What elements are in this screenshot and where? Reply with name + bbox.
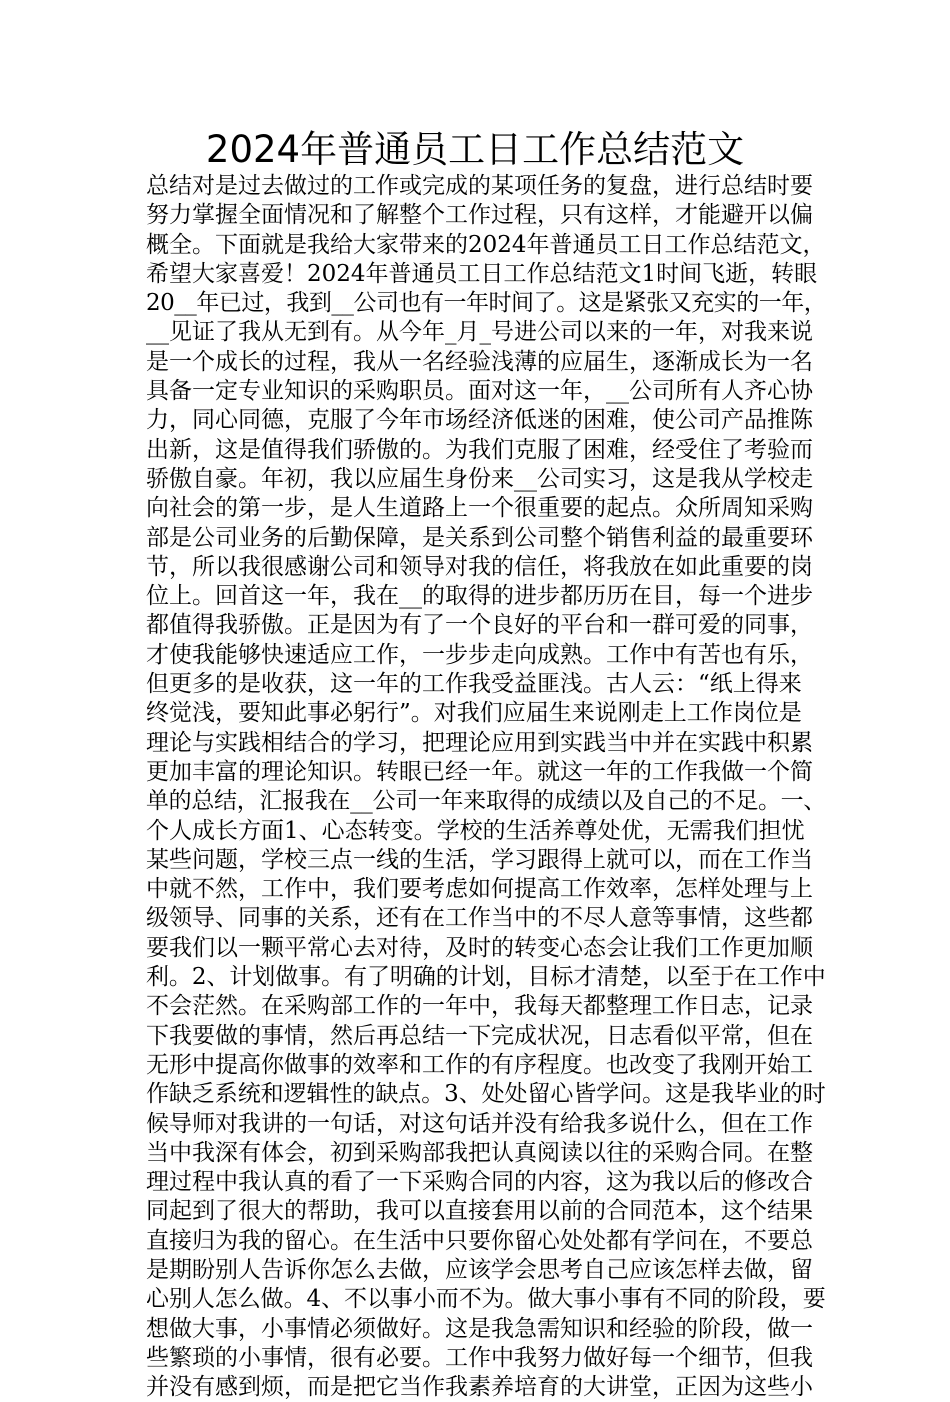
body-text-line: 是期盼别人告诉你怎么去做，应该学会思考自己应该怎样去做，留: [146, 1256, 813, 1283]
body-text-line: 心别人怎么做。4、不以事小而不为。做大事小事有不同的阶段，要: [146, 1286, 826, 1313]
body-text-line: 候导师对我讲的一句话，对这句话并没有给我多说什么，但在工作: [146, 1110, 813, 1137]
body-text-line: 但更多的是收获，这一年的工作我受益匪浅。古人云：“纸上得来: [146, 671, 802, 698]
document-body: [146, 172, 826, 1402]
body-text-line: 单的总结，汇报我在__公司一年来取得的成绩以及自己的不足。一、: [146, 788, 826, 815]
body-text-line: 要我们以一颗平常心去对待，及时的转变心态会让我们工作更加顺: [146, 934, 813, 961]
body-text-line: 作缺乏系统和逻辑性的缺点。3、处处留心皆学问。这是我毕业的时: [146, 1081, 826, 1108]
body-text-line: 利。2、计划做事。有了明确的计划，目标才清楚，以至于在工作中: [146, 964, 826, 991]
body-text-line: __见证了我从无到有。从今年_月_号进公司以来的一年，对我来说: [146, 319, 813, 346]
body-text-line: 理论与实践相结合的学习，把理论应用到实践当中并在实践中积累: [146, 729, 813, 756]
body-text-line: 概全。下面就是我给大家带来的2024年普通员工日工作总结范文，: [146, 231, 826, 258]
body-text-line: 当中我深有体会，初到采购部我把认真阅读以往的采购合同。在整: [146, 1139, 813, 1166]
body-text-line: 理过程中我认真的看了一下采购合同的内容，这为我以后的修改合: [146, 1169, 813, 1196]
body-text-line: 直接归为我的留心。在生活中只要你留心处处都有学问在，不要总: [146, 1227, 813, 1254]
document-title: 2024年普通员工日工作总结范文: [205, 128, 745, 171]
body-text-line: 想做大事，小事情必须做好。这是我急需知识和经验的阶段，做一: [146, 1315, 813, 1342]
body-text-line: 中就不然，工作中，我们要考虑如何提高工作效率，怎样处理与上: [146, 876, 813, 903]
body-text-line: 部是公司业务的后勤保障，是关系到公司整个销售利益的最重要环: [146, 524, 813, 551]
body-text-line: 力，同心同德，克服了今年市场经济低迷的困难，使公司产品推陈: [146, 407, 813, 434]
body-text-line: 是一个成长的过程，我从一名经验浅薄的应届生，逐渐成长为一名: [146, 348, 813, 375]
body-text-line: 级领导、同事的关系，还有在工作当中的不尽人意等事情，这些都: [146, 905, 813, 932]
body-text-line: 希望大家喜爱！2024年普通员工日工作总结范文1时间飞逝，转眼: [146, 260, 818, 287]
body-text-line: 骄傲自豪。年初，我以应届生身份来__公司实习，这是我从学校走: [146, 465, 813, 492]
body-text-line: 不会茫然。在采购部工作的一年中，我每天都整理工作日志，记录: [146, 993, 813, 1020]
body-text-line: 都值得我骄傲。正是因为有了一个良好的平台和一群可爱的同事，: [146, 612, 813, 639]
body-text-line: 出新，这是值得我们骄傲的。为我们克服了困难，经受住了考验而: [146, 436, 813, 463]
body-text-line: 节，所以我很感谢公司和领导对我的信任，将我放在如此重要的岗: [146, 553, 813, 580]
body-text-line: 才使我能够快速适应工作，一步步走向成熟。工作中有苦也有乐，: [146, 641, 813, 668]
body-text-line: 同起到了很大的帮助，我可以直接套用以前的合同范本，这个结果: [146, 1198, 813, 1225]
body-text-line: 向社会的第一步，是人生道路上一个很重要的起点。众所周知采购: [146, 495, 813, 522]
body-text-line: 具备一定专业知识的采购职员。面对这一年，__公司所有人齐心协: [146, 378, 813, 405]
body-text-line: 并没有感到烦，而是把它当作我素养培育的大讲堂，正因为这些小: [146, 1374, 813, 1401]
body-text-line: 位上。回首这一年，我在__的取得的进步都历历在目，每一个进步: [146, 583, 813, 610]
body-text-line: 某些问题，学校三点一线的生活，学习跟得上就可以，而在工作当: [146, 846, 813, 873]
body-text-line: 无形中提高你做事的效率和工作的有序程度。也改变了我刚开始工: [146, 1051, 813, 1078]
body-text-line: 终觉浅，要知此事必躬行”。对我们应届生来说刚走上工作岗位是: [146, 700, 802, 727]
body-text-line: 些繁琐的小事情，很有必要。工作中我努力做好每一个细节，但我: [146, 1344, 813, 1371]
body-text-line: 个人成长方面1、心态转变。学校的生活养尊处优，无需我们担忧: [146, 817, 805, 844]
body-text-line: 20__年已过，我到__公司也有一年时间了。这是紧张又充实的一年，: [146, 290, 827, 317]
body-text-line: 更加丰富的理论知识。转眼已经一年。就这一年的工作我做一个简: [146, 758, 813, 785]
body-text-line: 努力掌握全面情况和了解整个工作过程，只有这样，才能避开以偏: [146, 202, 813, 229]
body-text-line: 下我要做的事情，然后再总结一下完成状况，日志看似平常，但在: [146, 1022, 813, 1049]
body-text-line: 总结对是过去做过的工作或完成的某项任务的复盘，进行总结时要: [146, 173, 813, 199]
